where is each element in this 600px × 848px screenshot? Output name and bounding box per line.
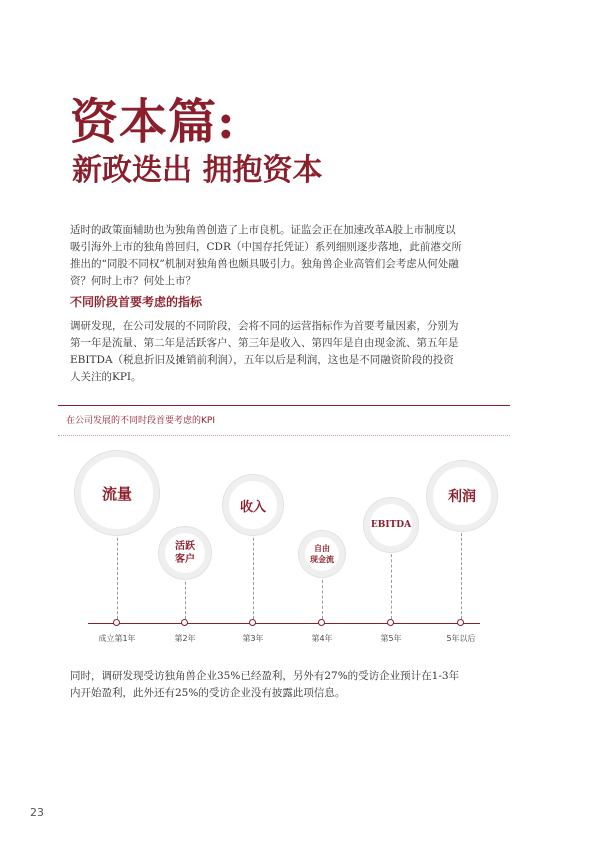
kpi-label: 流量 — [101, 484, 132, 503]
stage-connector — [253, 533, 254, 619]
timeline-marker — [318, 619, 325, 626]
kpi-circle-free-cash-flow — [299, 531, 345, 577]
kpi-label-line1: 活跃 — [175, 541, 195, 552]
kpi-label: EBITDA — [370, 520, 412, 530]
page-number: 23 — [30, 806, 44, 819]
timeline-year-label: 第3年 — [242, 634, 264, 643]
timeline-year-label: 5年以后 — [446, 634, 476, 643]
stage-connector — [322, 575, 323, 619]
page-title: 资本篇: — [70, 94, 236, 150]
kpi-circle-traffic — [75, 451, 159, 535]
kpi-circle-ebitda — [364, 498, 418, 552]
stage-connector — [391, 549, 392, 619]
timeline-year-label: 成立第1年 — [98, 634, 136, 643]
stage-connector — [117, 533, 118, 619]
kpi-label-line2: 现金流 — [310, 554, 334, 564]
section-paragraph: 调研发现，在公司发展的不同阶段，会将不同的运营指标作为首要考量因素，分别为第一年是流量、第二年是活跃客户、第三年是收入、第四年是自由现金流、第五年是EBITDA（税息折旧及摊销前利润），五年以后是利润，这也是不同融资阶段的投资人关注的KPI。 — [70, 320, 459, 383]
closing-paragraph: 同时，调研发现受访独角兽企业35%已经盈利，另外有27%的受访企业预计在1-3年内开始盈利，此外还有25%的受访企业没有披露此项信息。 — [70, 670, 460, 699]
timeline-year-label: 第5年 — [380, 634, 402, 643]
timeline-marker — [181, 619, 188, 626]
figure-dotted-divider — [58, 435, 510, 436]
timeline-marker — [457, 619, 464, 626]
kpi-timeline-figure — [58, 405, 510, 650]
kpi-circle-profit — [427, 461, 497, 531]
kpi-label: 收入 — [239, 499, 266, 515]
kpi-label-line1: 自由 — [314, 543, 330, 553]
timeline-year-label: 第2年 — [174, 634, 196, 643]
kpi-label-line2: 客户 — [175, 554, 195, 565]
timeline-axis — [88, 623, 480, 624]
intro-paragraph: 适时的政策面辅助也为独角兽创造了上市良机。证监会正在加速改革A股上市制度以吸引海外上市的独角兽回归，CDR（中国存托凭证）系列细则逐步落地，此前港交所推出的“同股不同权”机制对独角兽也颇具吸引力。独角兽企业高管们会考虑从何处融资？何时上市？何处上市？ — [70, 224, 462, 287]
kpi-circle-active-customers — [159, 527, 211, 579]
figure-caption: 在公司发展的不同时段首要考虑的KPI — [66, 416, 215, 426]
section-heading: 不同阶段首要考虑的指标 — [70, 295, 203, 309]
figure-top-rule — [58, 405, 510, 406]
timeline-marker — [249, 619, 256, 626]
timeline-marker — [113, 619, 120, 626]
timeline-year-label: 第4年 — [311, 634, 333, 643]
page-subtitle: 新政迭出 拥抱资本 — [72, 153, 323, 188]
kpi-label: 利润 — [448, 489, 476, 505]
timeline-marker — [387, 619, 394, 626]
stage-connector — [461, 533, 462, 619]
kpi-circle-revenue — [223, 475, 283, 535]
